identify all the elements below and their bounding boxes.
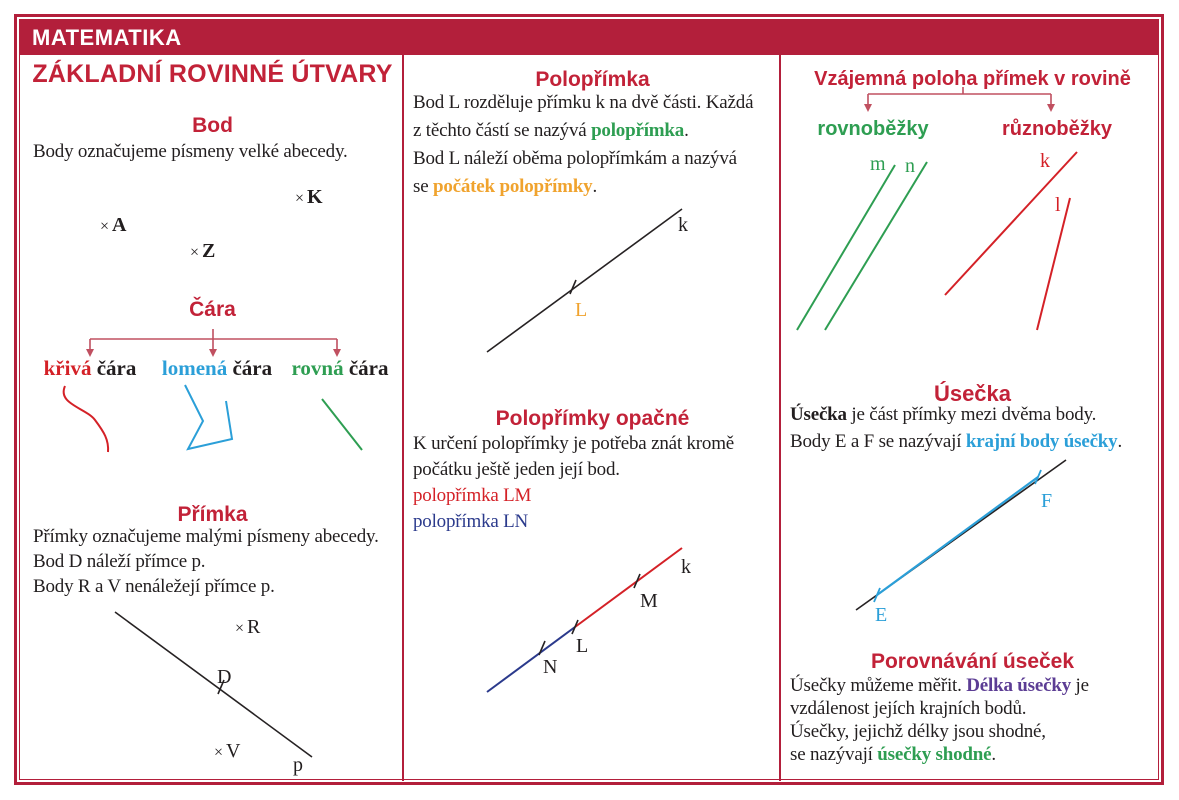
point-z	[190, 240, 215, 263]
label-f: F	[1041, 490, 1053, 512]
porovnavani-line4	[790, 744, 996, 766]
column-middle	[404, 56, 781, 782]
porovnavani-line3: Úsečky, jejichž délky jsou shodné,	[790, 721, 1046, 742]
curved-line	[64, 386, 109, 452]
primka-line1: Přímky označujeme malými písmeny abecedy.	[33, 526, 379, 547]
section-title-primka: Přímka	[177, 503, 248, 526]
point-a-label: A	[112, 214, 127, 236]
label-e: E	[875, 604, 888, 626]
label-l-orange: L	[575, 299, 588, 321]
usecka-line1-rest: je část přímky mezi dvěma body.	[846, 404, 1097, 425]
label-l: l	[1055, 194, 1061, 216]
pocatek-keyword: počátek polopřímky	[432, 176, 593, 197]
porovnavani-line4-pre: se nazývají	[790, 744, 878, 765]
section-title-poloha: Vzájemná poloha přímek v rovině	[814, 68, 1131, 90]
label-n: n	[905, 155, 915, 177]
section-title-usecka: Úsečka	[933, 381, 1012, 406]
porovnavani-line4-post: .	[991, 744, 996, 765]
bod-description: Body označujeme písmeny velké abecedy.	[33, 141, 348, 162]
point-r-label: R	[247, 616, 261, 638]
kriva-keyword: křivá	[43, 356, 92, 380]
cross-marker-icon: ×	[235, 620, 245, 637]
usecka-line1	[790, 404, 1096, 426]
poster-title: MATEMATIKA	[32, 25, 182, 50]
section-title-cara: Čára	[189, 298, 236, 321]
ray-ln-text: polopřímka LN	[413, 511, 529, 532]
delka-keyword: Délka úsečky	[966, 675, 1071, 696]
ray-lm-line	[575, 548, 682, 627]
poloprimka-line2-post: .	[684, 120, 689, 141]
poloprimka-line2	[413, 120, 689, 142]
straight-line	[322, 399, 362, 450]
rovna-rest: čára	[343, 356, 389, 380]
primka-line2: Bod D náleží přímce p.	[33, 551, 206, 572]
label-m: M	[640, 590, 658, 612]
tick-e	[874, 588, 880, 602]
cara-type-rovna	[291, 356, 388, 381]
porovnavani-line1-post: je	[1071, 675, 1089, 696]
broken-line	[185, 385, 232, 449]
section-title-opacne: Polopřímky opačné	[495, 407, 690, 430]
point-k	[295, 186, 323, 209]
label-n: N	[543, 656, 558, 678]
section-title-poloprimka: Polopřímka	[535, 68, 650, 91]
poloprimka-line4-pre: se	[413, 176, 433, 197]
cross-marker-icon: ×	[214, 744, 224, 761]
parallel-label: rovnoběžky	[817, 118, 929, 140]
tick-f	[1035, 470, 1041, 484]
tick-n	[539, 641, 545, 655]
ray-lm-text: polopřímka LM	[413, 485, 532, 506]
opacne-line1: K určení polopřímky je potřeba znát kromě	[413, 433, 735, 454]
krajni-body-keyword: krajní body úsečky	[965, 431, 1118, 452]
poloha-lines-diagram	[790, 145, 1085, 335]
cross-marker-icon: ×	[190, 244, 200, 261]
lomena-keyword: lomená	[161, 356, 228, 380]
usecka-keyword: Úsečka	[790, 404, 847, 425]
cara-type-kriva	[44, 356, 137, 381]
intersecting-label: různoběžky	[1001, 118, 1113, 140]
point-z-label: Z	[202, 240, 216, 262]
porovnavani-line1-pre: Úsečky můžeme měřit.	[790, 675, 967, 696]
usecka-line2-post: .	[1117, 431, 1123, 452]
porovnavani-line1	[790, 675, 1089, 697]
rovna-keyword: rovná	[291, 356, 344, 380]
cross-marker-icon: ×	[100, 218, 110, 235]
usecka-line2-pre: Body E a F se nazývají	[790, 431, 966, 452]
usecka-diagram	[845, 448, 1085, 625]
cara-examples-drawing	[40, 382, 380, 480]
opacne-diagram	[480, 540, 700, 700]
opacne-line2: počátku ještě jeden její bod.	[413, 459, 620, 480]
point-a	[100, 214, 126, 237]
primka-line3: Body R a V nenáležejí přímce p.	[33, 576, 275, 597]
label-p: p	[293, 754, 303, 776]
intersecting-line-l	[1037, 198, 1070, 330]
main-title: ZÁKLADNÍ ROVINNÉ ÚTVARY	[32, 60, 393, 88]
segment-ef	[877, 477, 1038, 595]
point-v-label: V	[226, 740, 241, 762]
label-k: k	[678, 214, 688, 236]
intersecting-line-k	[945, 152, 1077, 295]
lomena-rest: čára	[227, 356, 273, 380]
label-m: m	[870, 153, 886, 175]
poloprimka-keyword: polopřímka	[591, 120, 685, 141]
label-k: k	[681, 556, 691, 578]
poloprimka-diagram	[480, 200, 700, 360]
poloprimka-line2-pre: z těchto částí se nazývá	[413, 120, 592, 141]
point-k-label: K	[307, 186, 323, 208]
poloprimka-line3: Bod L náleží oběma polopřímkám a nazývá	[413, 148, 737, 169]
section-title-porovnavani: Porovnávání úseček	[870, 650, 1075, 673]
poloprimka-line4	[413, 176, 597, 198]
poloprimka-line1: Bod L rozděluje přímku k na dvě části. Každá	[413, 92, 754, 113]
parallel-line-n	[825, 162, 927, 330]
label-k: k	[1040, 150, 1050, 172]
cara-bracket-arrows-icon	[75, 326, 347, 358]
tick-m	[634, 574, 640, 588]
poloprimka-line4-post: .	[592, 176, 598, 197]
section-title-bod: Bod	[192, 114, 233, 137]
point-v	[214, 740, 240, 763]
porovnavani-line2: vzdálenost jejích krajních bodů.	[790, 698, 1027, 719]
header-band	[20, 20, 1158, 55]
column-left	[22, 56, 403, 782]
cara-type-lomena	[162, 356, 272, 381]
cross-marker-icon: ×	[295, 190, 305, 207]
point-r	[235, 616, 260, 639]
tick-l	[572, 620, 578, 634]
column-right	[782, 56, 1163, 782]
shodne-keyword: úsečky shodné	[877, 744, 992, 765]
poloha-bracket-arrows-icon	[858, 86, 1065, 113]
ray-ln-line	[487, 627, 575, 692]
kriva-rest: čára	[91, 356, 137, 380]
label-d: D	[217, 666, 232, 688]
line-k	[487, 209, 682, 352]
parallel-line-m	[797, 165, 895, 330]
line-p	[115, 612, 312, 757]
label-l: L	[576, 635, 589, 657]
